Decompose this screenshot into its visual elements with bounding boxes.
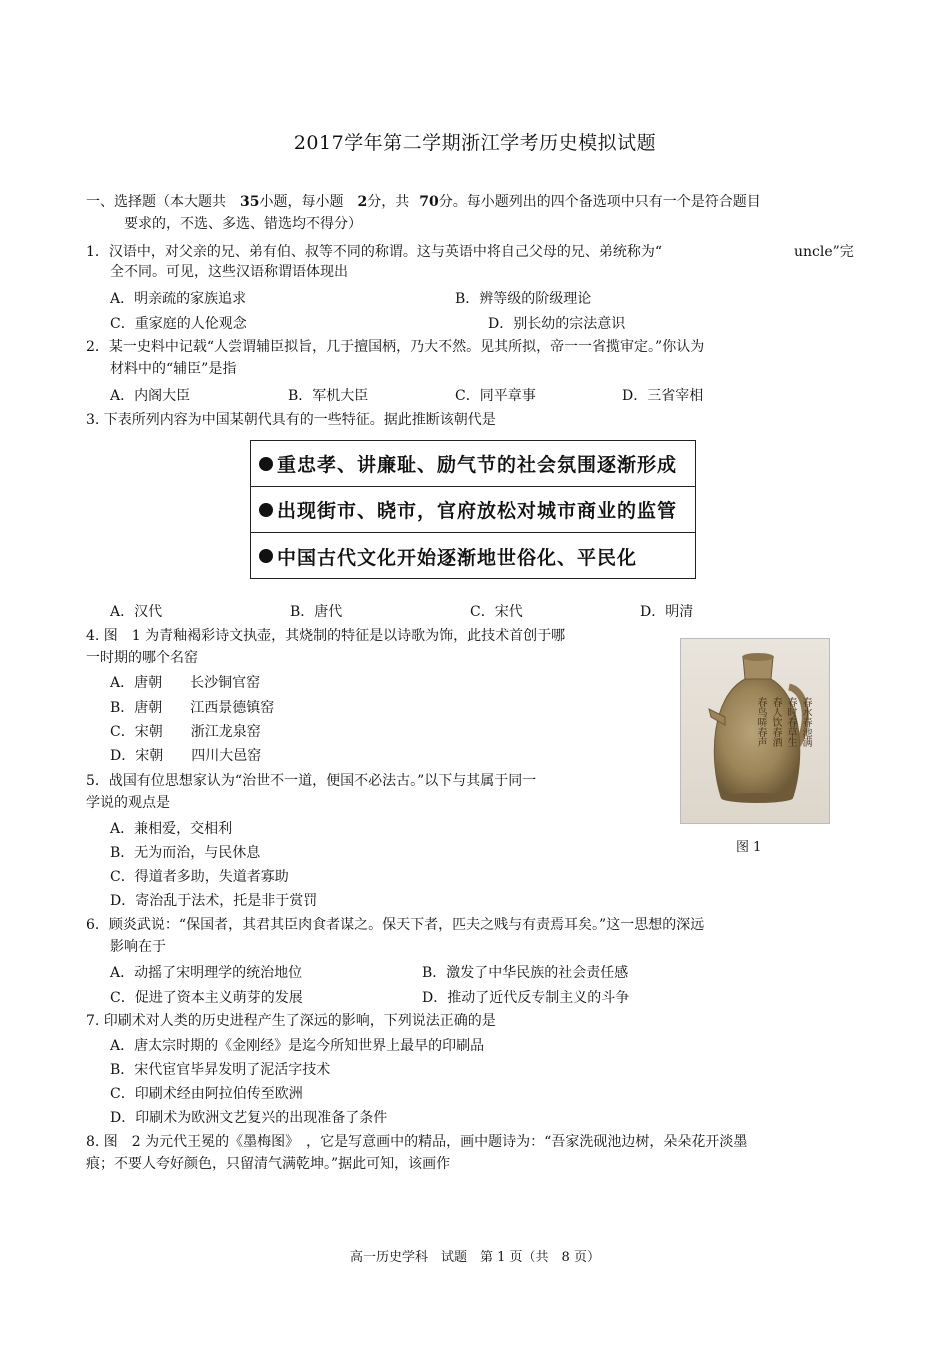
q4-option-d[interactable]: D．宋朝 四川大邑窑 (110, 748, 262, 764)
q4-option-b[interactable]: B．唐朝 江西景德镇窑 (110, 700, 275, 716)
section-instructions-line2: 要求的，不选、多选、错选均不得分） (124, 216, 362, 232)
q2-stem-line1: 2．某一史料中记载“人尝谓辅臣拟旨，几于擅国柄，乃大不然。见其所拟，帝一一省揽审定。”你认为 (86, 339, 705, 355)
q1-option-b[interactable]: B．辨等级的阶级理论 (455, 291, 592, 307)
q4-option-a[interactable]: A．唐朝 长沙铜官窑 (110, 675, 261, 691)
q6-option-c[interactable]: C．促进了资本主义萌芽的发展 (110, 990, 303, 1006)
q6-option-a[interactable]: A．动摇了宋明理学的统治地位 (110, 965, 303, 981)
q7-option-c[interactable]: C．印刷术经由阿拉伯传至欧洲 (110, 1086, 303, 1102)
feature-row (251, 487, 695, 533)
feature-row (251, 441, 695, 487)
q2-option-d[interactable]: D．三省宰相 (622, 388, 704, 404)
q6-option-d[interactable]: D．推动了近代反专制主义的斗争 (422, 990, 630, 1006)
question-count: 35 (240, 194, 260, 210)
bullet-icon (259, 549, 273, 563)
q3-stem: 3. 下表所列内容为中国某朝代具有的一些特征。据此推断该朝代是 (86, 412, 496, 428)
q8-stem-line1: 8. 图 2 为元代王冕的《墨梅图》 ，它是写意画中的精品，画中题诗为：“吾家洗砚池边树，朵朵花开淡墨 (86, 1134, 748, 1150)
section-text-b: 小题，每小题 (259, 194, 344, 210)
q3-option-d[interactable]: D．明清 (640, 604, 694, 620)
figure-1-vase-photo (680, 638, 830, 824)
points-each: 2 (357, 194, 368, 210)
q4-stem-line1: 4. 图 1 为青釉褐彩诗文执壶，其烧制的特征是以诗歌为饰，此技术首创于哪 (86, 628, 566, 644)
section-instructions (86, 192, 761, 212)
q5-stem-line1: 5．战国有位思想家认为“治世不一道，便国不必法古。”以下与其属于同一 (86, 773, 537, 789)
section-text-c: 分，共 (367, 194, 410, 210)
total-points: 70 (419, 194, 439, 210)
q1-stem-line2: 全不同。可见，这些汉语称谓语体现出 (110, 264, 348, 280)
q5-stem-line2: 学说的观点是 (86, 795, 170, 811)
bullet-icon (259, 503, 273, 517)
feature-row (251, 533, 695, 579)
q1-stem-line1: 1．汉语中，对父亲的兄、弟有伯、叔等不同的称谓。这与英语中将自己父母的兄、弟统称为“ (86, 244, 663, 260)
q3-option-b[interactable]: B．唐代 (290, 604, 343, 620)
q2-option-c[interactable]: C．同平章事 (455, 388, 536, 404)
q3-option-c[interactable]: C．宋代 (470, 604, 523, 620)
q3-option-a[interactable]: A．汉代 (110, 604, 163, 620)
q5-option-c[interactable]: C．得道者多助，失道者寡助 (110, 869, 289, 885)
q7-option-a[interactable]: A．唐太宗时期的《金刚经》是迄今所知世界上最早的印刷品 (110, 1038, 485, 1054)
q6-stem-line1: 6．顾炎武说：“保国者，其君其臣肉食者谋之。保天下者，匹夫之贱与有责焉耳矣。”这一思想的深远 (86, 917, 705, 933)
q1-option-c[interactable]: C．重家庭的人伦观念 (110, 316, 247, 332)
q7-option-b[interactable]: B．宋代宦官毕昇发明了泥活字技术 (110, 1062, 331, 1078)
bullet-icon (259, 457, 273, 471)
q8-stem-line2: 痕；不要人夸好颜色，只留清气满乾坤。”据此可知，该画作 (86, 1156, 451, 1172)
feature-text: 出现街市、晓市，官府放松对城市商业的监管 (277, 500, 678, 522)
q6-option-b[interactable]: B．激发了中华民族的社会责任感 (422, 965, 629, 981)
inscription-line: 春鸟哢春声 (755, 697, 766, 747)
feature-text: 中国古代文化开始逐渐地世俗化、平民化 (277, 546, 638, 569)
q3-feature-table (250, 440, 696, 579)
q1-option-a[interactable]: A．明亲疏的家族追求 (110, 291, 247, 307)
feature-text: 重忠孝、讲廉耻、励气节的社会氛围逐渐形成 (277, 454, 678, 476)
q5-option-d[interactable]: D．寄治乱于法术，托是非于赏罚 (110, 893, 318, 909)
vase-inscription (739, 697, 811, 781)
q5-option-a[interactable]: A．兼相爱，交相利 (110, 821, 233, 837)
q4-stem-line2: 一时期的哪个名窑 (86, 650, 198, 666)
q7-stem: 7. 印刷术对人类的历史进程产生了深远的影响，下列说法正确的是 (86, 1013, 496, 1029)
q1-stem-line1-end: uncle”完 (794, 244, 854, 260)
figure-1-caption: 图 1 (736, 840, 762, 855)
inscription-line: 春人饮春酒 (770, 697, 781, 747)
q2-stem-line2: 材料中的“辅臣”是指 (110, 361, 237, 377)
q7-option-d[interactable]: D．印刷术为欧洲文艺复兴的出现准备了条件 (110, 1110, 388, 1126)
q2-option-b[interactable]: B．军机大臣 (288, 388, 369, 404)
inscription-line: 春水春池满 (800, 697, 811, 747)
q5-option-b[interactable]: B．无为而治，与民休息 (110, 845, 261, 861)
section-text-d: 分。每小题列出的四个备选项中只有一个是符合题目 (438, 194, 761, 210)
q1-option-d[interactable]: D．别长幼的宗法意识 (488, 316, 626, 332)
q6-stem-line2: 影响在于 (110, 939, 166, 955)
section-text-a: 一、选择题（本大题共 (86, 194, 226, 210)
page-footer: 高一历史学科 试题 第 1 页（共 8 页） (350, 1250, 600, 1265)
q4-option-c[interactable]: C．宋朝 浙江龙泉窑 (110, 724, 261, 740)
page-title: 2017学年第二学期浙江学考历史模拟试题 (293, 132, 657, 154)
inscription-line: 春时春草生 (785, 697, 796, 747)
q2-option-a[interactable]: A．内阁大臣 (110, 388, 191, 404)
